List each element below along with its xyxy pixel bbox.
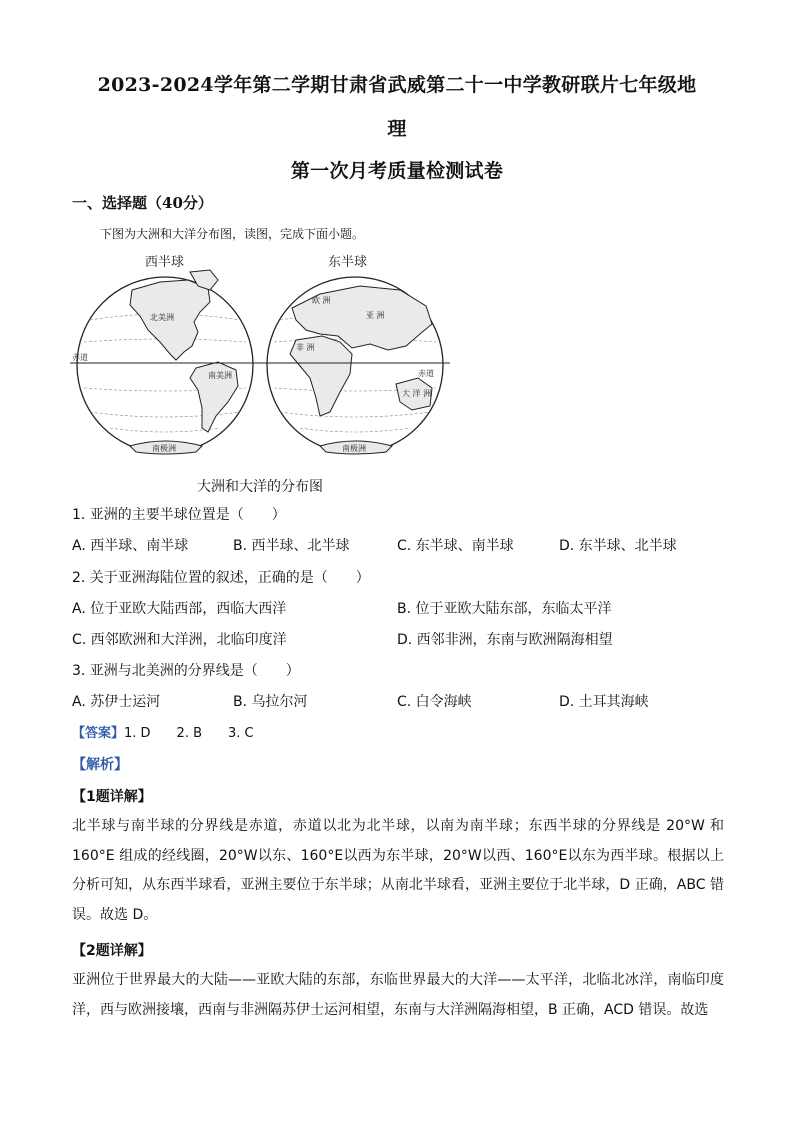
- africa-label: 非 洲: [296, 343, 315, 352]
- question-3-option-d[interactable]: D. 土耳其海峡: [559, 694, 649, 710]
- question-1-stem: 1. 亚洲的主要半球位置是（ ）: [72, 507, 286, 523]
- question-1-option-d[interactable]: D. 东半球、北半球: [559, 538, 677, 554]
- map-caption: 大洲和大洋的分布图: [197, 479, 323, 495]
- equator-west-label: 赤道: [72, 353, 88, 362]
- equator-east-label: 赤道: [418, 369, 434, 378]
- antarctica-east-label: 南极洲: [342, 444, 366, 453]
- north-america-label: 北美洲: [150, 313, 174, 322]
- question-1-option-c[interactable]: C. 东半球、南半球: [397, 538, 514, 554]
- answer-text: 1. D 2. B 3. C: [124, 726, 254, 741]
- question-2-option-a[interactable]: A. 位于亚欧大陆西部，西临大西洋: [72, 601, 287, 617]
- question-3-stem: 3. 亚洲与北美洲的分界线是（ ）: [72, 663, 300, 679]
- antarctica-west-label: 南极洲: [152, 444, 176, 453]
- continents-oceans-map: [70, 250, 450, 475]
- europe-label: 欧 洲: [312, 296, 331, 305]
- east-hemisphere-label: 东半球: [328, 255, 368, 270]
- question-intro: 下图为大洲和大洋分布图，读图，完成下面小题。: [100, 227, 365, 241]
- analysis-label: 【解析】: [72, 757, 128, 773]
- detail-2-text: 亚洲位于世界最大的大陆——亚欧大陆的东部，东临世界最大的大洋——太平洋，北临北冰洋，南临印度洋，西与欧洲接壤，西南与非洲隔苏伊士运河相望，东南与大洋洲隔海相望，B 正确，ACD 错误。故选: [72, 972, 724, 1018]
- detail-2-label: 【2题详解】: [72, 943, 152, 959]
- question-2-option-c[interactable]: C. 西邻欧洲和大洋洲，北临印度洋: [72, 632, 287, 648]
- question-2-stem: 2. 关于亚洲海陆位置的叙述，正确的是（ ）: [72, 570, 370, 586]
- exam-title-line-3: 第一次月考质量检测试卷: [290, 160, 504, 182]
- exam-title-line-1: 2023-2024学年第二学期甘肃省武威第二十一中学教研联片七年级地: [97, 74, 697, 96]
- exam-title-line-2: 理: [387, 118, 407, 140]
- question-3-option-a[interactable]: A. 苏伊士运河: [72, 694, 161, 710]
- south-america-label: 南美洲: [208, 371, 232, 380]
- section-heading: 一、选择题（40分）: [72, 194, 213, 212]
- west-hemisphere-globe: [77, 270, 253, 454]
- question-1-option-b[interactable]: B. 西半球、北半球: [233, 538, 350, 554]
- question-2-option-d[interactable]: D. 西邻非洲，东南与欧洲隔海相望: [397, 632, 613, 648]
- question-2-option-b[interactable]: B. 位于亚欧大陆东部，东临太平洋: [397, 601, 612, 617]
- east-hemisphere-globe: [267, 277, 443, 454]
- oceania-label: 大 洋 洲: [402, 389, 432, 398]
- question-3-option-b[interactable]: B. 乌拉尔河: [233, 694, 308, 710]
- west-hemisphere-label: 西半球: [145, 255, 185, 270]
- detail-1-label: 【1题详解】: [72, 789, 152, 805]
- answer-label: 【答案】: [72, 726, 125, 741]
- answer-line: [72, 722, 254, 741]
- asia-label: 亚 洲: [366, 311, 385, 320]
- detail-1-text: 北半球与南半球的分界线是赤道，赤道以北为北半球，以南为南半球；东西半球的分界线是 20°W 和 160°E 组成的经线圈，20°W以东、160°E以西为东半球，20°W以西、160°E以东为西半球。根据以上分析可知，从东西半球看，亚洲主要位于东半球；从南北半球看，亚洲主要位于北半球，D 正确，ABC 错误。故选 D。: [72, 818, 724, 923]
- question-3-option-c[interactable]: C. 白令海峡: [397, 694, 472, 710]
- question-1-option-a[interactable]: A. 西半球、南半球: [72, 538, 189, 554]
